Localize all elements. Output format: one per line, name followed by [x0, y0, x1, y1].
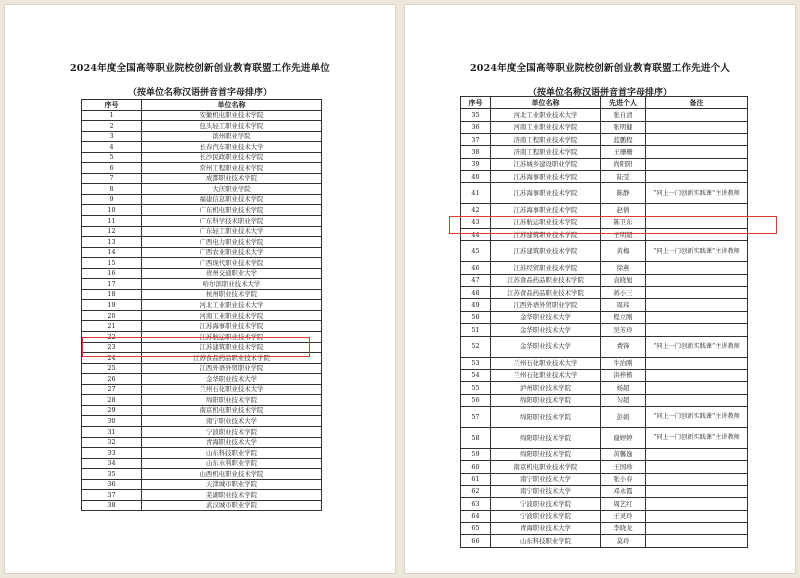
table-row [461, 522, 748, 534]
cell-index: 62 [461, 485, 491, 497]
cell-unit-name: 宁波职业技术学院 [491, 510, 601, 522]
cell-index: 48 [461, 287, 491, 299]
cell-person: 周玮 [601, 299, 646, 311]
table-row [461, 510, 748, 522]
table-row [461, 262, 748, 274]
cell-person: 费锋 [601, 336, 646, 357]
cell-index: 59 [461, 448, 491, 460]
cell-unit-name: 江苏海事职业技术学院 [491, 204, 601, 216]
cell-remark [646, 498, 748, 510]
cell-person: 匀超 [601, 394, 646, 406]
table-row [82, 374, 322, 385]
table-row [461, 324, 748, 336]
cell-person: 陈静 [601, 183, 646, 204]
table-row [82, 310, 322, 321]
cell-index: 53 [461, 357, 491, 369]
cell-unit-name: 泸州职业技术学院 [491, 382, 601, 394]
cell-index: 9 [82, 194, 142, 205]
cell-unit-name: 江苏建筑职业技术学院 [491, 241, 601, 262]
cell-index: 38 [461, 146, 491, 158]
cell-unit-name: 江苏航运职业技术学院 [491, 216, 601, 228]
table-row [82, 384, 322, 395]
cell-index: 32 [82, 437, 142, 448]
cell-unit-name: 宁波职业技术学院 [491, 498, 601, 510]
cell-unit-name: 山西机电职业技术学院 [142, 469, 322, 480]
table-row [461, 204, 748, 216]
cell-remark [646, 171, 748, 183]
cell-unit-name: 长沙民政职业技术学院 [142, 152, 322, 163]
table-row [82, 300, 322, 311]
cell-remark [646, 461, 748, 473]
cell-person: 蓝鹏程 [601, 134, 646, 146]
cell-unit-name: 南宁职业技术大学 [491, 485, 601, 497]
cell-unit-name: 金华职业技术大学 [491, 336, 601, 357]
cell-remark [646, 324, 748, 336]
cell-index: 11 [82, 216, 142, 227]
table-row [82, 416, 322, 427]
cell-person: 邓永霞 [601, 485, 646, 497]
cell-remark [646, 158, 748, 170]
table-row [82, 226, 322, 237]
cell-remark [646, 146, 748, 158]
left-page-title: 2024年度全国高等职业院校创新创业教育联盟工作先进单位 [69, 63, 331, 74]
table-row [82, 247, 322, 258]
cell-person: 彭娟 [601, 406, 646, 427]
cell-unit-name: 宁波职业技术学院 [142, 426, 322, 437]
cell-unit-name: 哈尔滨职业技术大学 [142, 279, 322, 290]
cell-unit-name: 绵阳职业技术学院 [491, 427, 601, 448]
cell-remark [646, 448, 748, 460]
cell-unit-name: 兰州石化职业技术大学 [491, 369, 601, 381]
advanced-units-table [81, 99, 322, 511]
cell-index: 45 [461, 241, 491, 262]
cell-index: 43 [461, 216, 491, 228]
cell-remark [646, 204, 748, 216]
table-row [82, 395, 322, 406]
table-row [461, 216, 748, 228]
cell-unit-name: 广东轻工职业技术大学 [142, 226, 322, 237]
cell-unit-name: 福建信息职业技术学院 [142, 194, 322, 205]
cell-index: 63 [461, 498, 491, 510]
cell-index: 20 [82, 310, 142, 321]
cell-index: 56 [461, 394, 491, 406]
header-person: 先进个人 [601, 97, 646, 109]
cell-unit-name: 青海职业技术大学 [142, 437, 322, 448]
advanced-individuals-table [460, 96, 748, 548]
cell-unit-name: 河南工业职业技术学院 [491, 121, 601, 133]
table-row [82, 205, 322, 216]
cell-index: 21 [82, 321, 142, 332]
cell-remark [646, 535, 748, 547]
cell-person: 张明健 [601, 121, 646, 133]
cell-person: 杨超 [601, 382, 646, 394]
cell-remark [646, 473, 748, 485]
cell-unit-name: 江苏城乡建设职业学院 [491, 158, 601, 170]
cell-remark [646, 299, 748, 311]
cell-index: 33 [82, 448, 142, 459]
table-row [461, 183, 748, 204]
cell-index: 22 [82, 332, 142, 343]
cell-index: 36 [461, 121, 491, 133]
cell-index: 44 [461, 229, 491, 241]
table-row [461, 535, 748, 547]
table-row [461, 229, 748, 241]
table-row [82, 469, 322, 480]
cell-unit-name: 江苏建筑职业技术学院 [142, 342, 322, 353]
cell-index: 50 [461, 311, 491, 323]
table-row [82, 279, 322, 290]
cell-unit-name: 济南工程职业技术学院 [491, 134, 601, 146]
left-page-subtitle: （按单位名称汉语拼音首字母排序） [127, 88, 272, 98]
table-row [82, 110, 322, 121]
cell-index: 10 [82, 205, 142, 216]
cell-unit-name: 金华职业技术大学 [142, 374, 322, 385]
cell-remark [646, 109, 748, 121]
cell-unit-name: 兰州石化职业技术大学 [142, 384, 322, 395]
cell-person: 王明超 [601, 229, 646, 241]
cell-unit-name: 广西农业职业技术大学 [142, 247, 322, 258]
table-row [461, 357, 748, 369]
cell-remark: “同上一门创新实践课”主讲教师 [646, 336, 748, 357]
cell-remark [646, 369, 748, 381]
cell-index: 18 [82, 289, 142, 300]
cell-remark [646, 311, 748, 323]
cell-unit-name: 广东科学技术职业学院 [142, 216, 322, 227]
cell-unit-name: 江西外语外贸职业学院 [142, 363, 322, 374]
cell-unit-name: 河南工业职业技术学院 [142, 310, 322, 321]
cell-person: 张小春 [601, 473, 646, 485]
table-row [461, 382, 748, 394]
table-row [82, 437, 322, 448]
table-row [82, 490, 322, 501]
cell-unit-name: 青海职业技术大学 [491, 522, 601, 534]
table-row [82, 458, 322, 469]
cell-person: 吴芳玲 [601, 324, 646, 336]
cell-index: 60 [461, 461, 491, 473]
cell-index: 4 [82, 142, 142, 153]
cell-unit-name: 包头轻工职业技术学院 [142, 121, 322, 132]
cell-remark [646, 121, 748, 133]
cell-index: 34 [82, 458, 142, 469]
table-row [82, 237, 322, 248]
cell-index: 37 [82, 490, 142, 501]
cell-remark [646, 134, 748, 146]
table-row [461, 473, 748, 485]
cell-person: 周艺红 [601, 498, 646, 510]
cell-index: 30 [82, 416, 142, 427]
cell-remark [646, 357, 748, 369]
cell-person: 陆莹 [601, 171, 646, 183]
table-row [461, 461, 748, 473]
right-document-page [404, 4, 796, 574]
cell-unit-name: 天津城市职业学院 [142, 479, 322, 490]
table-row [461, 287, 748, 299]
cell-unit-name: 河北工业职业技术大学 [142, 300, 322, 311]
cell-person: 程立刚 [601, 311, 646, 323]
cell-index: 13 [82, 237, 142, 248]
cell-unit-name: 江苏食品药品职业技术学院 [491, 274, 601, 286]
cell-unit-name: 江苏海事职业技术学院 [491, 171, 601, 183]
cell-person: 莫玲 [601, 535, 646, 547]
cell-index: 39 [461, 158, 491, 170]
cell-unit-name: 江西外语外贸职业学院 [491, 299, 601, 311]
table-row [82, 500, 322, 511]
cell-person: 牛治刚 [601, 357, 646, 369]
cell-unit-name: 滨州职业学院 [142, 131, 322, 142]
table-row [82, 152, 322, 163]
cell-remark [646, 510, 748, 522]
cell-remark [646, 394, 748, 406]
cell-person: 洪梓楷 [601, 369, 646, 381]
cell-index: 58 [461, 427, 491, 448]
cell-remark [646, 382, 748, 394]
cell-unit-name: 绵阳职业技术学院 [491, 394, 601, 406]
cell-remark: “同上一门创新实践课”主讲教师 [646, 427, 748, 448]
table-row [82, 131, 322, 142]
table-row [461, 121, 748, 133]
cell-unit-name: 山东水利职业学院 [142, 458, 322, 469]
cell-unit-name: 南宁职业技术大学 [142, 416, 322, 427]
table-row [82, 289, 322, 300]
cell-unit-name: 河北工业职业技术大学 [491, 109, 601, 121]
table-row [82, 258, 322, 269]
header-unit-name: 单位名称 [142, 100, 322, 111]
table-row [82, 194, 322, 205]
cell-person: 徐燕 [601, 262, 646, 274]
cell-person: 王灵玲 [601, 510, 646, 522]
table-row [461, 448, 748, 460]
table-row [82, 163, 322, 174]
cell-person: 王国珍 [601, 461, 646, 473]
cell-unit-name: 绵阳职业技术学院 [491, 448, 601, 460]
cell-index: 3 [82, 131, 142, 142]
cell-unit-name: 济南工程职业技术学院 [491, 146, 601, 158]
cell-index: 46 [461, 262, 491, 274]
table-row [461, 369, 748, 381]
cell-person: 李晓龙 [601, 522, 646, 534]
table-row [461, 311, 748, 323]
cell-index: 6 [82, 163, 142, 174]
header-unit-name: 单位名称 [491, 97, 601, 109]
cell-unit-name: 金华职业技术大学 [491, 311, 601, 323]
cell-unit-name: 杭州职业技术学院 [142, 289, 322, 300]
cell-index: 35 [461, 109, 491, 121]
cell-index: 38 [82, 500, 142, 511]
table-row [82, 184, 322, 195]
cell-index: 1 [82, 110, 142, 121]
cell-index: 47 [461, 274, 491, 286]
table-header-row [82, 100, 322, 111]
cell-person: 赵倩 [601, 204, 646, 216]
cell-index: 29 [82, 405, 142, 416]
cell-index: 55 [461, 382, 491, 394]
cell-index: 16 [82, 268, 142, 279]
cell-person: 蒋小三 [601, 287, 646, 299]
table-row [82, 426, 322, 437]
cell-unit-name: 江苏海事职业技术学院 [142, 321, 322, 332]
table-row [461, 134, 748, 146]
table-row [82, 448, 322, 459]
cell-unit-name: 成都职业技术学院 [142, 173, 322, 184]
cell-unit-name: 江苏航运职业技术学院 [142, 332, 322, 343]
cell-unit-name: 江苏海事职业技术学院 [491, 183, 601, 204]
table-row [461, 109, 748, 121]
cell-index: 23 [82, 342, 142, 353]
table-row [461, 406, 748, 427]
cell-unit-name: 常州工程职业技术学院 [142, 163, 322, 174]
table-row [461, 171, 748, 183]
cell-remark [646, 216, 748, 228]
cell-unit-name: 南京机电职业技术学院 [142, 405, 322, 416]
table-row [82, 342, 322, 353]
right-page-title: 2024年度全国高等职业院校创新创业教育联盟工作先进个人 [469, 63, 731, 74]
cell-index: 7 [82, 173, 142, 184]
cell-unit-name: 南宁职业技术大学 [491, 473, 601, 485]
cell-unit-name: 绵阳职业技术学院 [142, 395, 322, 406]
left-document-page [4, 4, 396, 574]
cell-index: 35 [82, 469, 142, 480]
table-header-row [461, 97, 748, 109]
table-row [461, 485, 748, 497]
cell-unit-name: 大庆职业学院 [142, 184, 322, 195]
table-row [461, 241, 748, 262]
cell-unit-name: 广东机电职业技术学院 [142, 205, 322, 216]
cell-unit-name: 兰州石化职业技术大学 [491, 357, 601, 369]
cell-remark [646, 274, 748, 286]
cell-index: 31 [82, 426, 142, 437]
cell-index: 8 [82, 184, 142, 195]
cell-index: 66 [461, 535, 491, 547]
cell-index: 49 [461, 299, 491, 311]
table-row [82, 121, 322, 132]
table-row [461, 146, 748, 158]
cell-index: 61 [461, 473, 491, 485]
cell-unit-name: 芜湖职业技术学院 [142, 490, 322, 501]
cell-unit-name: 山东科技职业学院 [142, 448, 322, 459]
cell-index: 40 [461, 171, 491, 183]
cell-index: 24 [82, 353, 142, 364]
cell-index: 19 [82, 300, 142, 311]
cell-index: 17 [82, 279, 142, 290]
cell-index: 52 [461, 336, 491, 357]
table-row [461, 394, 748, 406]
cell-unit-name: 江苏建筑职业技术学院 [491, 229, 601, 241]
cell-person: 黄馨逸 [601, 448, 646, 460]
header-index: 序号 [461, 97, 491, 109]
cell-unit-name: 金华职业技术大学 [491, 324, 601, 336]
cell-index: 54 [461, 369, 491, 381]
table-row [82, 332, 322, 343]
cell-remark [646, 485, 748, 497]
cell-person: 陈卫东 [601, 216, 646, 228]
cell-index: 42 [461, 204, 491, 216]
table-row [82, 353, 322, 364]
cell-person: 张自清 [601, 109, 646, 121]
cell-remark [646, 229, 748, 241]
cell-person: 尚阳阳 [601, 158, 646, 170]
table-row [461, 299, 748, 311]
table-row [461, 158, 748, 170]
advanced-units-table-body [82, 110, 322, 511]
table-row [82, 268, 322, 279]
cell-person: 袁晓旭 [601, 274, 646, 286]
table-row [82, 142, 322, 153]
cell-unit-name: 山东科技职业学院 [491, 535, 601, 547]
table-row [82, 363, 322, 374]
cell-unit-name: 江苏经贸职业技术学院 [491, 262, 601, 274]
cell-unit-name: 绵阳职业技术学院 [491, 406, 601, 427]
cell-unit-name: 安徽机电职业技术学院 [142, 110, 322, 121]
table-row [82, 173, 322, 184]
cell-unit-name: 广西电力职业技术学院 [142, 237, 322, 248]
cell-remark: “同上一门创新实践课”主讲教师 [646, 183, 748, 204]
cell-person: 谢婷婷 [601, 427, 646, 448]
table-row [82, 405, 322, 416]
table-row [461, 498, 748, 510]
cell-remark: “同上一门创新实践课”主讲教师 [646, 406, 748, 427]
cell-index: 37 [461, 134, 491, 146]
cell-index: 25 [82, 363, 142, 374]
cell-index: 64 [461, 510, 491, 522]
table-row [461, 336, 748, 357]
cell-index: 57 [461, 406, 491, 427]
advanced-individuals-table-body [461, 109, 748, 547]
cell-person: 王珊珊 [601, 146, 646, 158]
cell-remark [646, 287, 748, 299]
cell-index: 51 [461, 324, 491, 336]
cell-index: 14 [82, 247, 142, 258]
cell-unit-name: 长春汽车职业技术大学 [142, 142, 322, 153]
cell-remark: “同上一门创新实践课”主讲教师 [646, 241, 748, 262]
header-index: 序号 [82, 100, 142, 111]
cell-index: 26 [82, 374, 142, 385]
table-row [461, 274, 748, 286]
right-page-subtitle: （按单位名称汉语拼音首字母排序） [527, 88, 672, 98]
cell-index: 28 [82, 395, 142, 406]
table-row [82, 321, 322, 332]
cell-index: 36 [82, 479, 142, 490]
cell-person: 黄梅 [601, 241, 646, 262]
cell-index: 27 [82, 384, 142, 395]
cell-unit-name: 广西现代职业技术学院 [142, 258, 322, 269]
cell-unit-name: 贵州交通职业大学 [142, 268, 322, 279]
cell-unit-name: 江苏食品药品职业技术学院 [491, 287, 601, 299]
cell-remark [646, 522, 748, 534]
table-row [82, 216, 322, 227]
cell-unit-name: 江苏食品药品职业技术学院 [142, 353, 322, 364]
table-row [461, 427, 748, 448]
cell-index: 41 [461, 183, 491, 204]
cell-remark [646, 262, 748, 274]
cell-index: 15 [82, 258, 142, 269]
table-row [82, 479, 322, 490]
cell-unit-name: 南京机电职业技术学院 [491, 461, 601, 473]
header-remark: 备注 [646, 97, 748, 109]
cell-index: 2 [82, 121, 142, 132]
cell-unit-name: 武汉城市职业学院 [142, 500, 322, 511]
cell-index: 65 [461, 522, 491, 534]
cell-index: 5 [82, 152, 142, 163]
cell-index: 12 [82, 226, 142, 237]
